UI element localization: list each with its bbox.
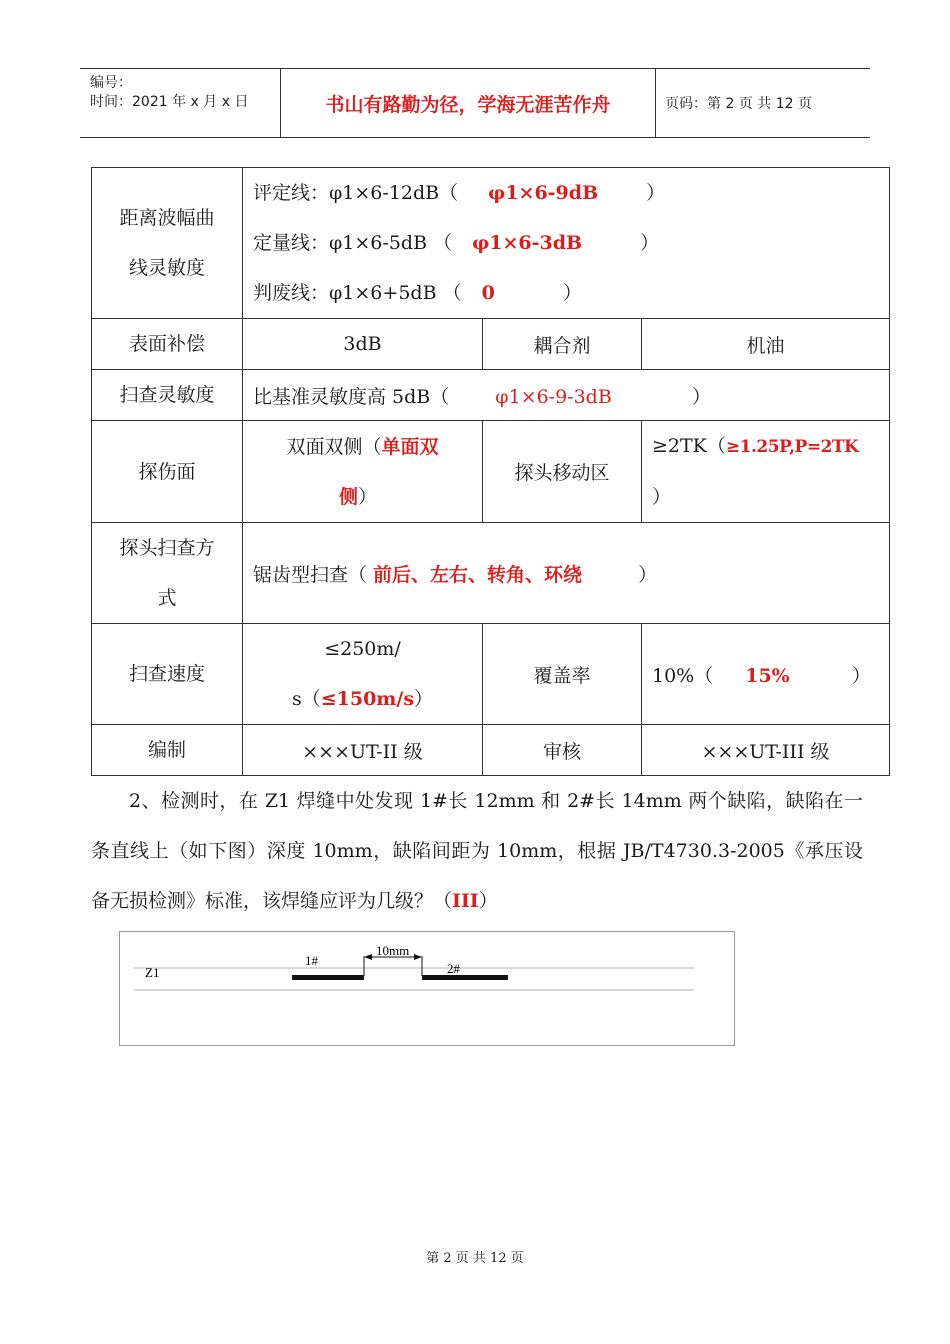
defect-1-bar: [292, 975, 364, 980]
inspection-spec-table: [91, 167, 890, 776]
table-row-scan-method: [92, 523, 890, 624]
table-row-surface-comp: [92, 319, 890, 370]
review-value: ×××UT-III 级: [642, 725, 890, 776]
table-row-scan-sens: [92, 370, 890, 421]
quant-line: 定量线：φ1×6-5dB （ φ1×6-3dB ）: [253, 232, 660, 254]
dac-values: [243, 168, 890, 319]
header-number: 编号：: [90, 75, 132, 91]
defect-1-label: 1#: [305, 953, 318, 968]
eval-line: 评定线：φ1×6-12dB（ φ1×6-9dB ）: [253, 182, 666, 204]
scan-method-label: 探头扫查方 式: [92, 523, 243, 624]
probe-area-label: 探头移动区: [483, 421, 642, 523]
test-surface-label: 探伤面: [92, 421, 243, 523]
page-footer: 第 2 页 共 12 页: [426, 1251, 524, 1266]
table-row-sign: [92, 725, 890, 776]
reject-line: 判废线：φ1×6+5dB （ 0 ）: [253, 282, 582, 304]
header-time: 时间：2021 年 x 月 x 日: [90, 94, 249, 110]
page-header: [80, 68, 870, 138]
weld-label: Z1: [145, 965, 160, 980]
scan-method-value: 锯齿型扫查（ 前后、左右、转角、环绕 ）: [243, 523, 890, 624]
table-row-scan-speed: [92, 624, 890, 725]
coverage-label: 覆盖率: [483, 624, 642, 725]
probe-area-value: ≥2TK（≥1.25P,P=2TK ）: [642, 421, 890, 523]
defect-2-label: 2#: [447, 961, 460, 976]
prepared-value: ×××UT-II 级: [243, 725, 483, 776]
header-meta: [80, 69, 280, 137]
surface-comp-label: 表面补偿: [92, 319, 243, 370]
dac-label: 距离波幅曲 线灵敏度: [92, 168, 243, 319]
scan-speed-value: ≤250m/ s（≤150m/s）: [243, 624, 483, 725]
question-paragraph: 2、检测时，在 Z1 焊缝中处发现 1#长 12mm 和 2#长 14mm 两个缺陷，缺陷在一条直线上（如下图）深度 10mm，缺陷间距为 10mm，根据 JB/T4730.3-2005《承压设备无损检测》标准，该焊缝应评为几级？（III）: [91, 790, 863, 912]
coverage-value: 10%（ 15% ）: [642, 624, 890, 725]
gap-arrow-right-icon: [414, 954, 422, 960]
weld-diagram: [120, 932, 736, 1047]
gap-arrow-left-icon: [364, 954, 372, 960]
test-surface-value: 双面双侧（单面双 侧）: [243, 421, 483, 523]
review-label: 审核: [483, 725, 642, 776]
defect-2-bar: [422, 975, 508, 980]
surface-comp-value: 3dB: [243, 319, 483, 370]
scan-sens-label: 扫查灵敏度: [92, 370, 243, 421]
weld-defect-figure: [119, 931, 735, 1046]
header-motto: 书山有路勤为径，学海无涯苦作舟: [280, 69, 656, 137]
question-answer: III: [452, 890, 479, 912]
scan-sens-value: 比基准灵敏度高 5dB（ φ1×6-9-3dB ）: [243, 370, 890, 421]
header-page-info: 页码：第 2 页 共 12 页: [665, 96, 812, 112]
gap-label: 10mm: [376, 943, 410, 958]
couplant-value: 机油: [642, 319, 890, 370]
couplant-label: 耦合剂: [483, 319, 642, 370]
scan-speed-label: 扫查速度: [92, 624, 243, 725]
table-row-test-surface: [92, 421, 890, 523]
prepared-label: 编制: [92, 725, 243, 776]
table-row-dac: [92, 168, 890, 319]
question-text: 2、检测时，在 Z1 焊缝中处发现 1#长 12mm 和 2#长 14mm 两个缺陷，缺陷在一条直线上（如下图）深度 10mm，缺陷间距为 10mm，根据 JB/T4730.3-2005《承压设备无损检测》标准，该焊缝应评为几级？（: [91, 790, 863, 912]
